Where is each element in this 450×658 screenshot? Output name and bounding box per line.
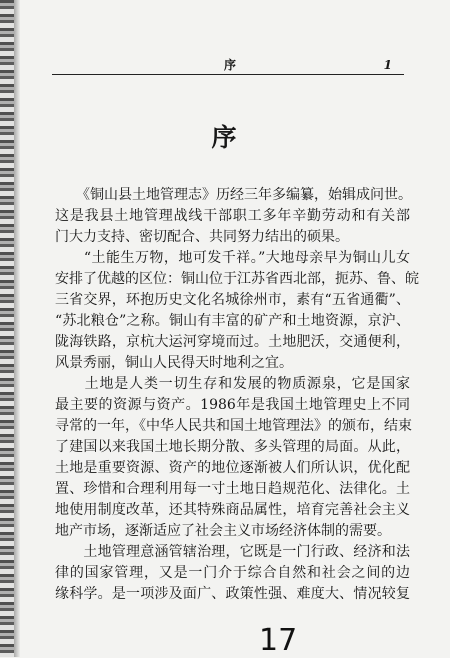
text-line: 地使用制度改革，还其特殊商品属性，培育完善社会主义 [55,502,410,518]
page-number: 1 [383,58,392,72]
text-line: 律的国家管理，又是一门介于综合自然和社会之间的边 [55,565,410,581]
text-line: 寻常的一年，《中华人民共和国土地管理法》的颁布，结束 [55,418,412,434]
text-line: “苏北粮仓”之称。铜山有丰富的矿产和土地资源，京沪、 [55,313,410,329]
running-header [52,58,404,75]
text-line: 置、珍惜和合理利用每一寸土地日趋规范化、法律化。土 [55,481,410,497]
page-title: 序 [211,123,239,152]
binding-shadow [14,0,20,657]
handwritten-number: 17 [259,623,298,658]
text-line: 陇海铁路，京杭大运河穿境而过。土地肥沃，交通便利， [55,334,410,350]
text-line: 土地管理意涵管辖治理，它既是一门行政、经济和法 [55,544,410,560]
text-line: 最主要的资源与资产。1986年是我国土地管理史上不同 [55,397,410,413]
text-line: 安排了优越的区位：铜山位于江苏省西北部，扼苏、鲁、皖 [55,271,419,287]
text-line: 风景秀丽，铜山人民得天时地利之宜。 [55,355,293,371]
text-line: 土地是重要资源、资产的地位逐渐被人们所认识，优化配 [55,460,410,476]
text-line: 门大力支持、密切配合、共同努力结出的硕果。 [55,229,349,245]
body-text [55,185,419,605]
text-line: 地产市场，逐渐适应了社会主义市场经济体制的需要。 [55,523,391,539]
running-title: 序 [224,58,237,72]
text-line: 这是我县土地管理战线干部职工多年辛勤劳动和有关部 [55,208,410,224]
text-line: “土能生万物，地可发千祥。”大地母亲早为铜山儿女 [55,250,410,266]
text-line: 《铜山县土地管理志》历经三年多编纂，始辑成问世。 [55,187,412,203]
binding-edge [0,0,14,657]
text-line: 缘科学。是一项涉及面广、政策性强、难度大、情况较复 [55,586,410,602]
text-line: 了建国以来我国土地长期分散、多头管理的局面。从此， [55,439,410,455]
text-line: 土地是人类一切生存和发展的物质源泉，它是国家 [55,376,410,392]
text-line: 三省交界，环抱历史文化名城徐州市，素有“五省通衢”、 [55,292,410,308]
